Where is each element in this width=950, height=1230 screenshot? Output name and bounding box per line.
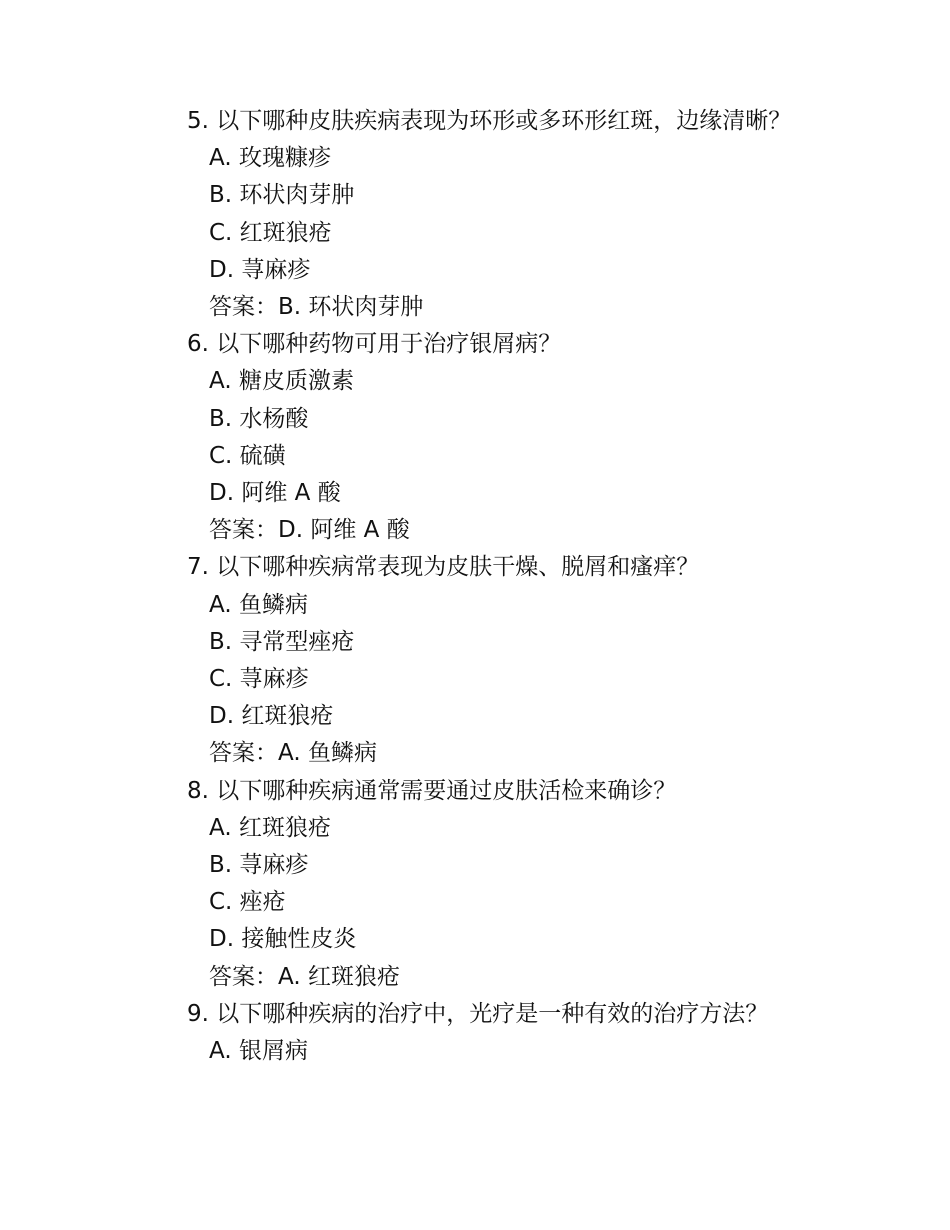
question-6-option-a: A. 糖皮质激素 xyxy=(209,368,354,395)
question-7-answer: 答案：A. 鱼鳞病 xyxy=(209,740,377,767)
question-7-option-b: B. 寻常型痤疮 xyxy=(209,628,355,655)
question-8-option-b: B. 荨麻疹 xyxy=(209,852,309,879)
question-6-text: 6. 以下哪种药物可用于治疗银屑病？ xyxy=(187,331,562,358)
question-8-answer: 答案：A. 红斑狼疮 xyxy=(209,963,400,990)
question-5-option-b: B. 环状肉芽肿 xyxy=(209,182,355,209)
question-6-option-c: C. 硫磺 xyxy=(209,442,286,469)
question-9-text: 9. 以下哪种疾病的治疗中，光疗是一种有效的治疗方法？ xyxy=(187,1000,769,1027)
question-7-option-c: C. 荨麻疹 xyxy=(209,666,309,693)
question-7-option-a: A. 鱼鳞病 xyxy=(209,591,308,618)
question-6-option-b: B. 水杨酸 xyxy=(209,405,309,432)
question-6-option-d: D. 阿维 A 酸 xyxy=(209,480,341,507)
question-8-option-c: C. 痤疮 xyxy=(209,889,286,916)
question-7-text: 7. 以下哪种疾病常表现为皮肤干燥、脱屑和瘙痒？ xyxy=(187,554,700,581)
question-list xyxy=(140,103,820,1070)
question-8-option-a: A. 红斑狼疮 xyxy=(209,814,331,841)
question-8-text: 8. 以下哪种疾病通常需要通过皮肤活检来确诊？ xyxy=(187,777,677,804)
question-7-option-d: D. 红斑狼疮 xyxy=(209,703,334,730)
question-9-option-a: A. 银屑病 xyxy=(209,1038,308,1065)
question-5-option-d: D. 荨麻疹 xyxy=(209,256,311,283)
question-5-option-a: A. 玫瑰糠疹 xyxy=(209,145,331,172)
question-5-answer: 答案：B. 环状肉芽肿 xyxy=(209,294,424,321)
question-5-text: 5. 以下哪种皮肤疾病表现为环形或多环形红斑，边缘清晰？ xyxy=(187,108,792,134)
question-5-option-c: C. 红斑狼疮 xyxy=(209,219,332,246)
question-8-option-d: D. 接触性皮炎 xyxy=(209,926,357,953)
question-6-answer: 答案：D. 阿维 A 酸 xyxy=(209,517,410,544)
